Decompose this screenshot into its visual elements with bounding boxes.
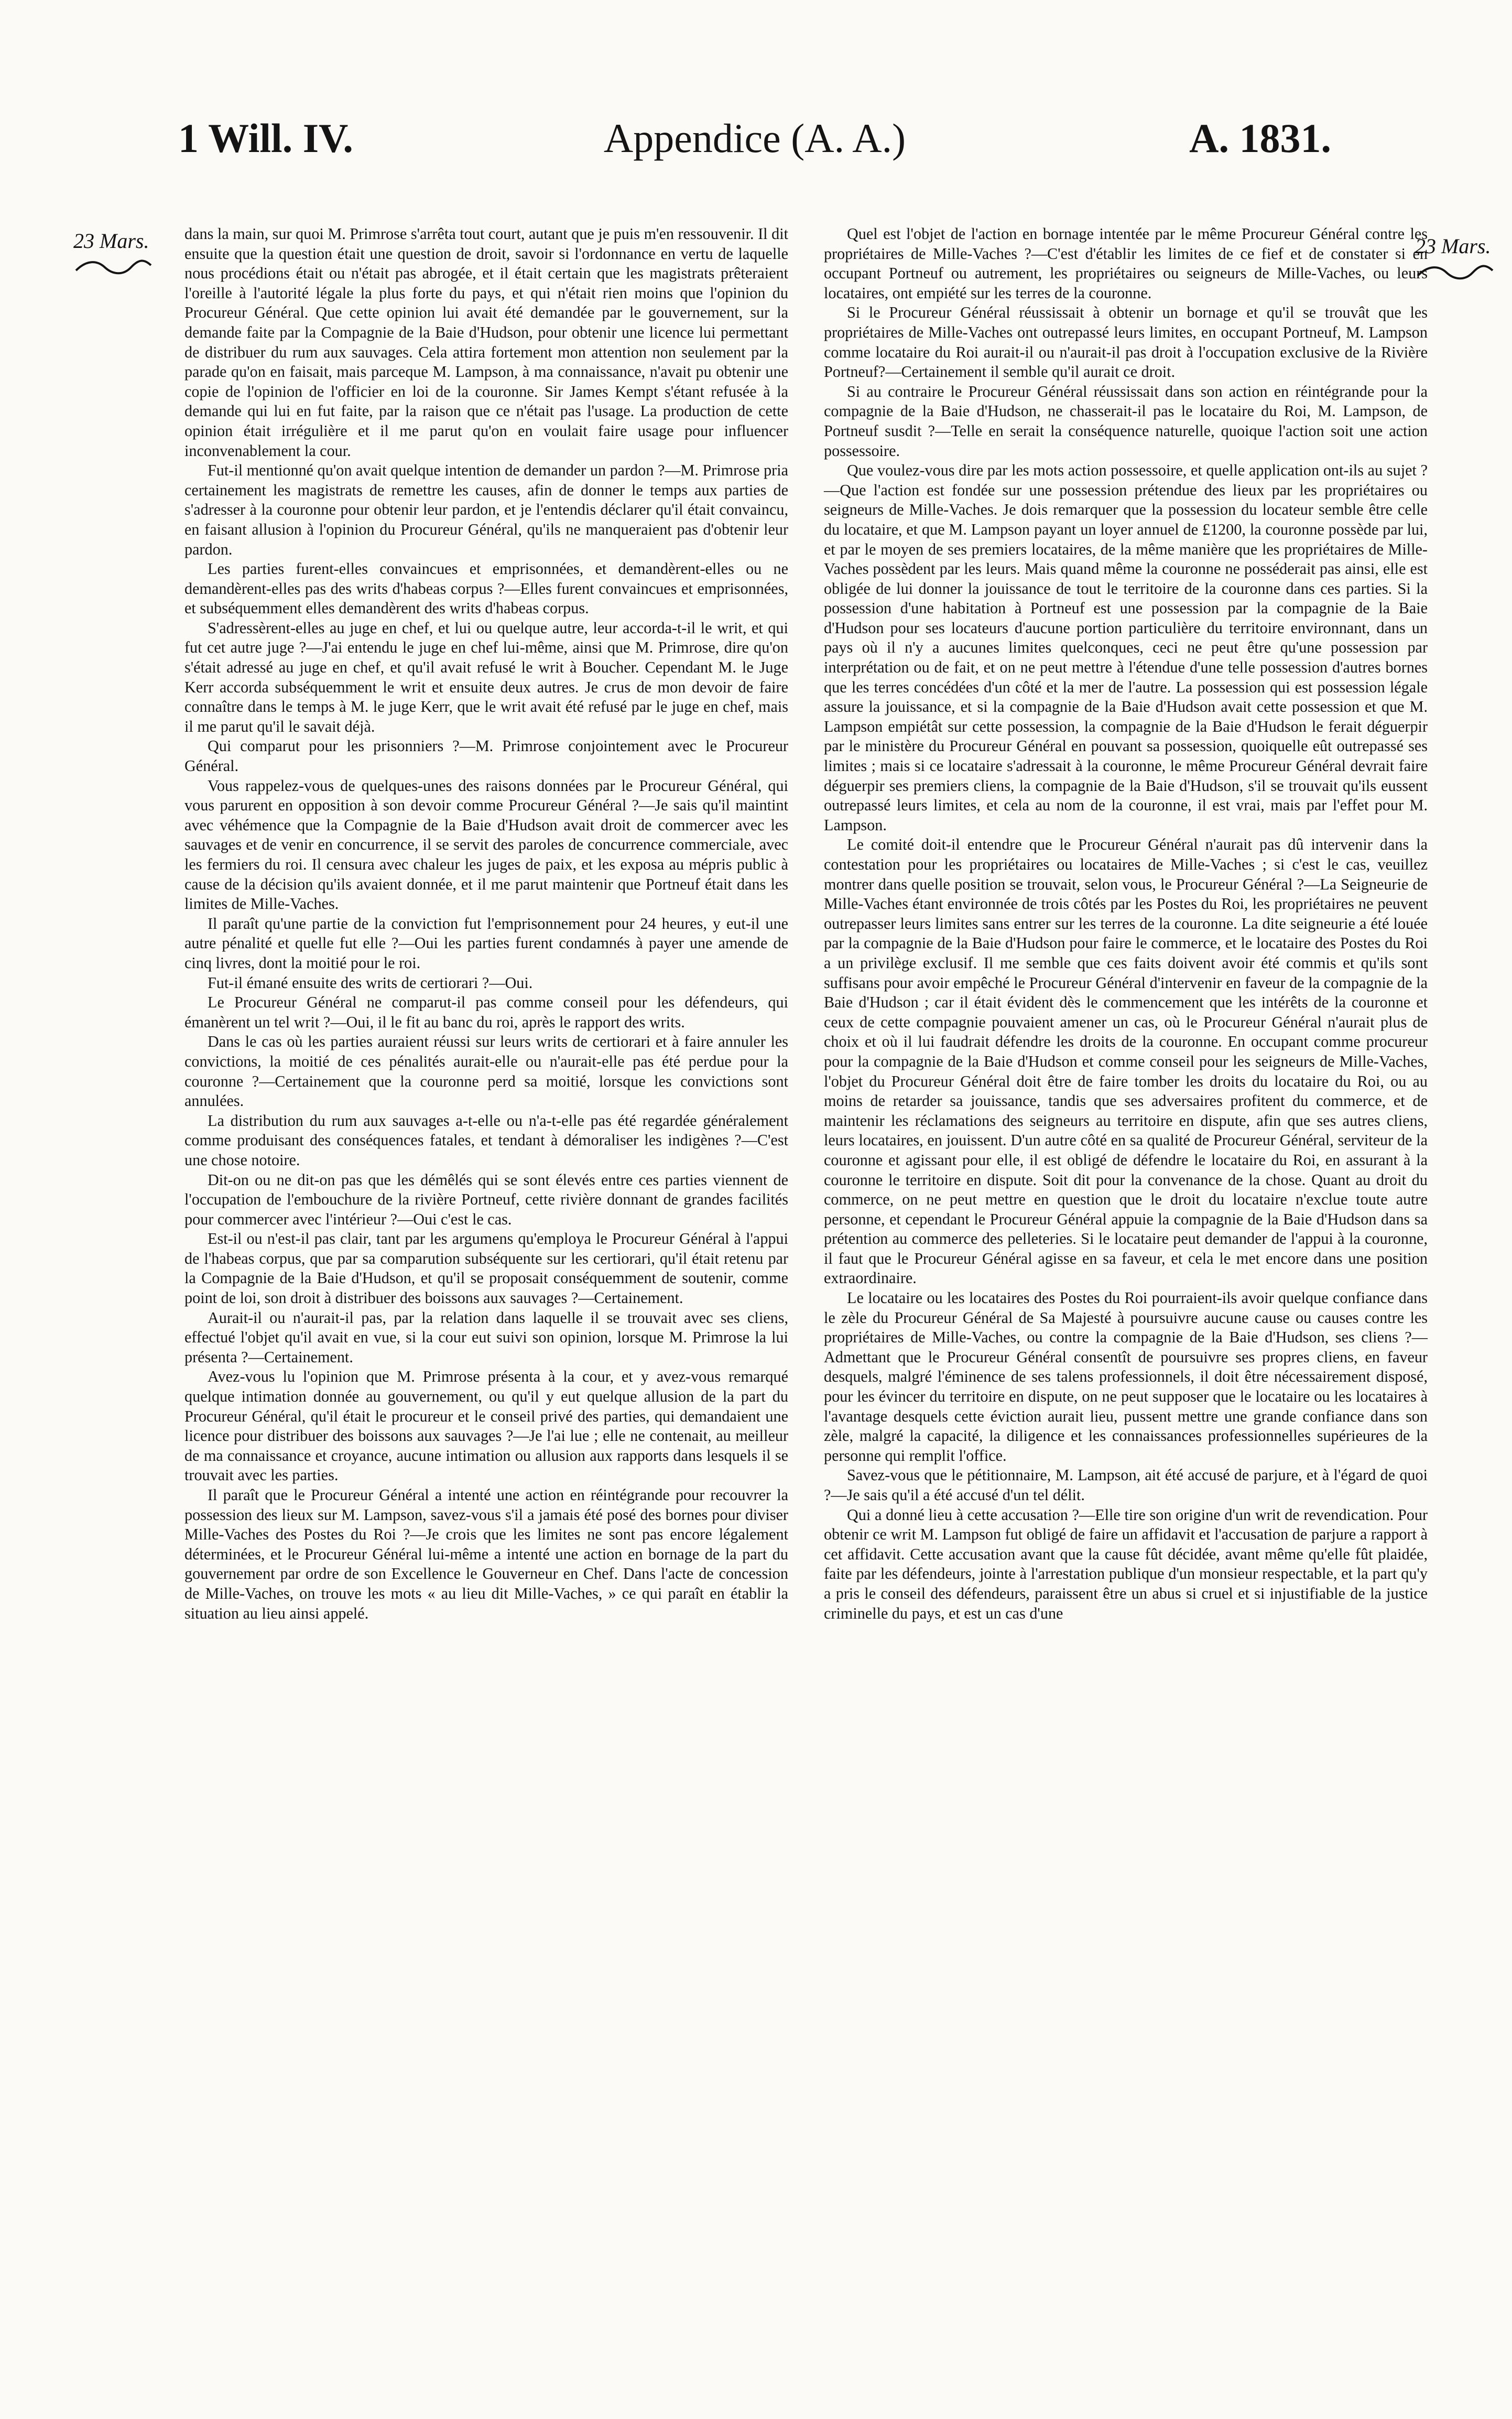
- margin-date-right-text: 23 Mars.: [1415, 234, 1491, 258]
- paragraph: Si le Procureur Général réussissait à obtenir un bornage et qu'il se trouvât que les propriétaires de Mille-Vaches ont outrepassé leurs limites, en occupant Portneuf, M. Lampson comme locataire du Roi aurait-il ou n'aurait-il pas droit à l'occupation exclusive de la Rivière Portneuf?—Certainement il semble qu'il aurait ce droit.: [824, 303, 1428, 381]
- paragraph: Qui a donné lieu à cette accusation ?—Elle tire son origine d'un writ de revendication. Pour obtenir ce writ M. Lampson fut obligé de faire un affidavit et l'accusation de parjure a rapport à cet affidavit. Cette accusation avant que la cause fût décidée, avant même qu'elle fût plaidée, faite par les défendeurs, jointe à l'arrestation publique d'un monsieur respectable, et la part qu'y a pris le conseil des défendeurs, paraissent être un abus si cruel et si injustifiable de la justice criminelle du pays, et est un cas d'une: [824, 1505, 1428, 1622]
- page-year: A. 1831.: [1189, 115, 1331, 161]
- paragraph: dans la main, sur quoi M. Primrose s'arrêta tout court, autant que je puis m'en ressouvenir. Il dit ensuite que la question était une question de droit, savoir si l'ordonnance en vertu de laquelle nous procédions était ou n'était pas abrogée, et il était certain que les magistrats prêteraient l'oreille à l'autorité légale la plus forte du pays, et qui n'était rien moins que l'opinion du Procureur Général. Que cette opinion lui avait été demandée par le gouvernement, sur la demande faite par la Compagnie de la Baie d'Hudson, pour obtenir une licence lui permettant de distribuer du rum aux sauvages. Cela attira fortement mon attention non seulement par la parade qu'on en faisait, mais parceque M. Lampson, à ma connaissance, n'avait pu obtenir une copie de l'opinion de l'officier en loi de la couronne. Sir James Kempt s'étant refusée à la demande qui lui en fut faite, par la raison que ce n'était pas l'usage. La production de cette opinion était irrégulière et il me parut qu'on en voulait faire usage pour influencer inconvenablement la cour.: [184, 225, 788, 460]
- paragraph: Il paraît que le Procureur Général a intenté une action en réintégrande pour recouvrer la possession des lieux sur M. Lampson, savez-vous s'il a jamais été posé des bornes pour diviser Mille-Vaches des Postes du Roi ?—Je crois que les limites ne sont pas encore légalement déterminées, et le Procureur Général lui-même a intenté une action en bornage de la part du gouvernement par ordre de son Excellence le Gouverneur en Chef. Dans l'acte de concession de Mille-Vaches, on trouve les mots « au lieu dit Mille-Vaches, » ce qui paraît en établir la situation au lieu ainsi appelé.: [184, 1486, 788, 1622]
- paragraph: Quel est l'objet de l'action en bornage intentée par le même Procureur Général contre les propriétaires de Mille-Vaches ?—C'est d'établir les limites de ce fief et de constater si en occupant Portneuf ou autrement, les propriétaires ou seigneurs de Mille-Vaches, ou leurs locataires, ont empiété sur les terres de la couronne.: [824, 225, 1428, 302]
- paragraph: Savez-vous que le pétitionnaire, M. Lampson, ait été accusé de parjure, et à l'égard de quoi ?—Je sais qu'il a été accusé d'un tel délit.: [824, 1466, 1428, 1504]
- paragraph: Si au contraire le Procureur Général réussissait dans son action en réintégrande pour la compagnie de la Baie d'Hudson, ne chasserait-il pas le locataire du Roi, M. Lampson, de Portneuf susdit ?—Telle en serait la conséquence naturelle, quoique l'action soit une action possessoire.: [824, 382, 1428, 460]
- appendix-title: Appendice (A. A.): [603, 115, 906, 161]
- paragraph: Qui comparut pour les prisonniers ?—M. Primrose conjointement avec le Procureur Général.: [184, 737, 788, 775]
- swash-ornament-icon: [73, 256, 152, 277]
- paragraph: Fut-il émané ensuite des writs de certiorari ?—Oui.: [208, 973, 533, 992]
- paragraph: Le locataire ou les locataires des Postes du Roi pourraient-ils avoir quelque confiance dans le zèle du Procureur Général de Sa Majesté à poursuivre aucune cause ou causes contre les propriétaires de Mille-Vaches, ou contre la compagnie de la Baie d'Hudson, ses cliens ?—Admettant que le Procureur Général consentît de poursuivre ses propres cliens, en faveur desquels, malgré l'éminence de ses talens professionnels, il doit être nécessairement disposé, pour les évincer du territoire en dispute, on ne peut supposer que le locataire ou les locataires à l'avantage desquels cette éviction aurait lieu, pussent mettre une grande confiance dans son zèle, malgré la capacité, la diligence et les connaissances professionnelles supérieures de la personne qui remplit l'office.: [824, 1289, 1428, 1465]
- paragraph: Est-il ou n'est-il pas clair, tant par les argumens qu'employa le Procureur Général à l'appui de l'habeas corpus, que par sa comparution subséquente sur les certiorari, qu'il était retenu par la Compagnie de la Baie d'Hudson, et qu'il se proposait conséquemment de soutenir, comme point de loi, son droit à distribuer des boissons aux sauvages ?—Certainement.: [184, 1230, 788, 1307]
- margin-date-left-text: 23 Mars.: [73, 229, 149, 253]
- paragraph: Dit-on ou ne dit-on pas que les démêlés qui se sont élevés entre ces parties viennent de l'occupation de l'embouchure de la rivière Portneuf, cette rivière donnant de grandes facilités pour commercer avec l'intérieur ?—Oui c'est le cas.: [184, 1170, 788, 1228]
- paragraph: La distribution du rum aux sauvages a-t-elle ou n'a-t-elle pas été regardée généralement comme produisant des conséquences fatales, et tendant à démoraliser les indigènes ?—C'est une chose notoire.: [184, 1111, 788, 1169]
- page-header: [178, 115, 1331, 176]
- paragraph: Vous rappelez-vous de quelques-unes des raisons données par le Procureur Général, qui vous parurent en opposition à son devoir comme Procureur Général ?—Je sais qu'il maintint avec véhémence que la Compagnie de la Baie d'Hudson avait droit de commercer avec les sauvages et de venir en concurrence, il se servit des paroles de concurrence commerciale, avec les fermiers du roi. Il censura avec chaleur les juges de paix, et les exposa au mépris public à cause de la décision qu'ils avaient donnée, et il me parut maintenir que Portneuf était dans les limites de Mille-Vaches.: [184, 776, 788, 913]
- right-column: [824, 224, 1428, 1623]
- paragraph: Il paraît qu'une partie de la conviction fut l'emprisonnement pour 24 heures, y eut-il une autre pénalité et quelle fut elle ?—Oui les parties furent condamnés à payer une amende de cinq livres, dont la moitié pour le roi.: [184, 914, 788, 972]
- paragraph: Fut-il mentionné qu'on avait quelque intention de demander un pardon ?—M. Primrose pria certainement les magistrats de remettre les causes, afin de donner le temps aux parties de s'adresser à la couronne pour obtenir leur pardon, et je l'entendis déclarer qu'il était convaincu, en faisant allusion à l'opinion du Procureur Général, qu'ils ne manqueraient pas d'obtenir leur pardon.: [184, 461, 788, 558]
- regnal-year: 1 Will. IV.: [178, 115, 353, 161]
- paragraph: Le comité doit-il entendre que le Procureur Général n'aurait pas dû intervenir dans la contestation pour les propriétaires ou locataires de Mille-Vaches ; si c'est le cas, veuillez montrer dans quelle position se trouvait, selon vous, le Procureur Général ?—La Seigneurie de Mille-Vaches étant environnée de trois côtés par les Postes du Roi, les propriétaires ne peuvent outrepasser leurs limites sans entrer sur les terres de la couronne. La dite seigneurie a été louée par la compagnie de la Baie d'Hudson pour faire le commerce, et le locataire des Postes du Roi a un privilège exclusif. Il me semble que ces faits doivent avoir été commis et qu'ils sont suffisans pour avoir empêché le Procureur Général d'intervenir en faveur de la compagnie de la Baie d'Hudson ; car il était évident dès le commencement que les intérêts de la couronne et ceux de cette compagnie pouvaient amener un cas, où le Procureur Général n'aurait plus de choix et où il lui faudrait défendre les droits de la couronne. En occupant comme procureur pour la compagnie de la Baie d'Hudson et comme conseil pour les seigneurs de Mille-Vaches, l'objet du Procureur Général doit être de faire tomber les droits du locataire du Roi, ou au moins de retarder sa jouissance, tandis que ses adversaires profitent du commerce, et de maintenir les réclamations des seigneurs au territoire en dispute, afin que ses autres cliens, leurs locataires, en jouissent. D'un autre côté en sa qualité de Procureur Général, serviteur de la couronne et agissant pour elle, il est obligé de défendre le locataire du Roi, en assurant à la couronne le territoire en dispute. Soit dit pour la convenance de la chose. Quant au droit du commerce, on ne peut mettre en question que le droit du locataire n'exclue toute autre personne, et cependant le Procureur Général appuie la compagnie de la Baie d'Hudson dans sa prétention au commerce des pelleteries. Si le locataire peut demander de l'appui à la couronne, il faut que le Procureur Général agisse en sa faveur, et cela le met encore dans une position extraordinaire.: [824, 836, 1428, 1287]
- paragraph: S'adressèrent-elles au juge en chef, et lui ou quelque autre, leur accorda-t-il le writ, et qui fut cet autre juge ?—J'ai entendu le juge en chef lui-même, ainsi que M. Primrose, dire qu'on s'était adressé au juge en chef, et qu'il avait refusé le writ à Boucher. Cependant M. le Juge Kerr accorda subséquemment le writ et ensuite deux autres. Je crus de mon devoir de faire connaître dans le temps à M. le juge Kerr, que le writ avait été refusé par le juge en chef, mais il me parut qu'il le savait déjà.: [184, 619, 788, 735]
- paragraph: Dans le cas où les parties auraient réussi sur leurs writs de certiorari et à faire annuler les convictions, la moitié de ces pénalités aurait-elle ou n'aurait-elle pas été perdue pour la couronne ?—Certainement que la couronne perd sa moitié, lorsque les convictions sont annulées.: [184, 1033, 788, 1110]
- margin-date-left: [73, 231, 152, 277]
- paragraph: Les parties furent-elles convaincues et emprisonnées, et demandèrent-elles ou ne demandèrent-elles pas des writs d'habeas corpus ?—Elles furent convaincues et emprisonnées, et subséquemment elles demandèrent des writs d'habeas corpus.: [184, 560, 788, 617]
- paragraph: Que voulez-vous dire par les mots action possessoire, et quelle application ont-ils au sujet ?—Que l'action est fondée sur une possession prétendue des lieux par les propriétaires ou seigneurs de Mille-Vaches. Je dois remarquer que la possession du locateur semble être celle du locataire, et que M. Lampson payant un loyer annuel de £1200, la couronne possède par lui, et par le moyen de ses premiers locataires, de la même manière que les propriétaires de Mille-Vaches possèdent par les leurs. Mais quand même la couronne ne posséderait pas ainsi, elle est obligée de lui donner la jouissance de tout le territoire de la couronne dans ces parties. Si la possession d'une habitation à Portneuf est une possession par la compagnie de la Baie d'Hudson pour ses locateurs d'aucune portion particulière du territoire environnant, dans un pays où il n'y a aucunes limites quelconques, ceci ne peut être qu'une possession par interprétation ou de fait, et on ne peut mettre à l'étendue d'une telle possession d'autres bornes que les terres concédées d'un côté et la mer de l'autre. La possession qui est possession légale assure la jouissance, et si la compagnie de la Baie d'Hudson avait cette possession et que M. Lampson empiétât sur cette possession, la compagnie de la Baie d'Hudson le ferait déguerpir par le ministère du Procureur Général en pouvant sa possession, quoiquelle eût outrepassé ses limites ; mais si ce locataire s'adressait à la couronne, le même Procureur Général devrait faire déguerpir ses premiers cliens, la compagnie de la Baie d'Hudson, s'il se trouvait qu'ils eussent outrepassé leurs limites, et cela au nom de la couronne, il est vrai, mais par l'effet pour M. Lampson.: [824, 461, 1428, 834]
- paragraph: Aurait-il ou n'aurait-il pas, par la relation dans laquelle il se trouvait avec ses cliens, effectué l'objet qu'il avait en vue, si la cour eut suivi son opinion, lorsque M. Primrose la lui présenta ?—Certainement.: [184, 1308, 788, 1366]
- paragraph: Avez-vous lu l'opinion que M. Primrose présenta à la cour, et y avez-vous remarqué quelque intimation donnée au gouvernement, ou qu'il y eut quelque allusion de la part du Procureur Général, qu'il était le procureur et le conseil privé des parties, qui demandaient une licence pour distribuer des boissons aux sauvages ?—Je l'ai lue ; elle ne contenait, au meilleur de ma connaissance et croyance, aucune intimation ou allusion aux rapports dans lesquels il se trouvait avec les parties.: [184, 1368, 788, 1484]
- paragraph: Le Procureur Général ne comparut-il pas comme conseil pour les défendeurs, qui émanèrent un tel writ ?—Oui, il le fit au banc du roi, après le rapport des writs.: [184, 993, 788, 1031]
- left-column: [184, 224, 788, 1623]
